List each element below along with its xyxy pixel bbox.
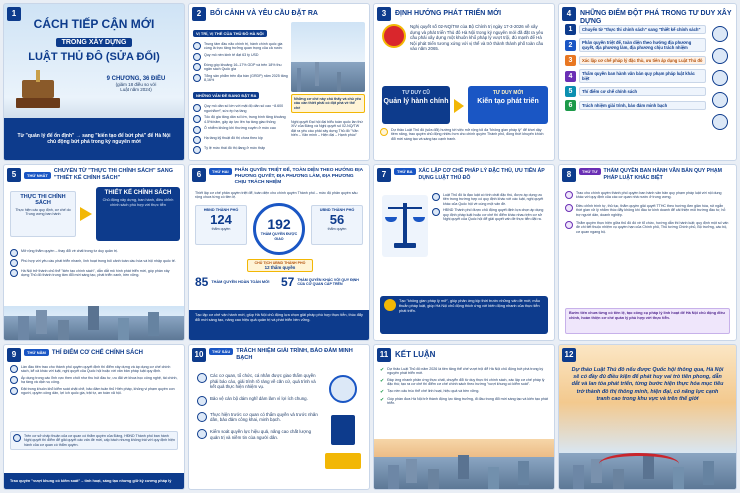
- panel-number: 10: [192, 348, 206, 362]
- list-item: Các cơ quan, tổ chức, cá nhân được giao thẩm quyền phải báo cáo, giải trình rõ ràng về căn cứ, quá trình và kết quả thực hiện nhiệm vụ.: [197, 373, 319, 390]
- procedure-icon: [565, 204, 573, 212]
- list-item: Luật Thủ đô là đạo luật có tính chất đặc thù, được áp dụng ưu tiên trong trường hợp có quy định khác với các luật, nghị quyết khác của Quốc hội về cùng một vấn đề.: [432, 193, 548, 206]
- accountability-illustration: [323, 375, 363, 475]
- flask-icon: [10, 365, 18, 373]
- arrow-right-icon: [454, 99, 464, 113]
- bridge-icon: [599, 453, 679, 475]
- list-item: Trao cho chính quyền thành phố quyền ban hành văn bản quy phạm pháp luật với nội dung khác với quy định của các cơ quan nhà nước ở trung ương.: [565, 191, 730, 200]
- emblem-icon: [382, 24, 406, 48]
- expand-icon: [10, 249, 18, 257]
- shield-icon: [10, 387, 18, 395]
- list-item: Quy mô dân số lớn với mật độ dân số cao ~8.600 người/km², sức ép hạ tầng: [193, 104, 289, 113]
- list-item: ✔ Tạo nền cấu trúc thể chế linh hoạt, hiệu quả và bền vững.: [380, 388, 480, 395]
- pipe-icon: [193, 136, 201, 144]
- panel-10-sixth: [188, 344, 370, 490]
- note-box: Nghị quyết Đại hội đại biểu toàn quốc lần thứ XIV của Đảng và Nghị quyết số 02-NQ/TW đặt ra yêu cầu phải xây dựng Thủ đô "Văn hiến – Văn minh – Hiện đại – Hạnh phúc": [291, 120, 363, 138]
- panel-number: 1: [7, 7, 21, 21]
- total-circle: 192 THẨM QUYỀN ĐƯỢC GIAO: [253, 203, 305, 255]
- arrow-right-icon: [80, 207, 92, 221]
- title-line-2: TRONG XÂY DỰNG: [56, 38, 133, 47]
- panel-6-header: THỨ HAI PHÂN QUYỀN TRIỆT ĐỂ, TOÀN DIỆN THEO HƯỚNG ĐỊA PHƯƠNG QUYẾT, ĐỊA PHƯƠNG LÀM, ĐỊA PHƯƠNG CHỊU TRÁCH NHIỆM: [209, 168, 365, 186]
- check-icon: ✔: [380, 388, 385, 395]
- document-icon: [712, 70, 728, 86]
- panel-2-context: [188, 3, 370, 161]
- panel-5-header: THỨ NHẤT CHUYỂN TỪ "THỰC THI CHÍNH SÁCH" SANG "THIẾT KẾ CHÍNH SÁCH": [24, 168, 180, 182]
- document-icon: [565, 191, 573, 199]
- city-image: [374, 439, 554, 489]
- check-icon: ✔: [380, 367, 385, 373]
- title-line-3: LUẬT THỦ ĐÔ (SỬA ĐỔI): [28, 51, 160, 63]
- idea-icon: [384, 299, 396, 311]
- coin-icon: [193, 53, 201, 61]
- panel-4-title: NHỮNG ĐIỂM ĐỘT PHÁ TRONG TƯ DUY XÂY DỰNG: [580, 10, 732, 25]
- panel-number: 8: [562, 168, 576, 182]
- council-icon: [432, 208, 440, 216]
- growth-icon: [193, 74, 201, 82]
- scale-icon: [712, 48, 728, 64]
- list-item: Tốc độ gia tăng dân số lớn, trung bình tăng khoảng 4.5%/năm, gây áp lực lên hạ tầng giao thông: [193, 115, 289, 124]
- list-item: Thẩm quyền thực hiện giữa thủ đô đó về tổ chức, hướng dẫn thi hành luật; quy định một số vấn đề chi tiết thuộc nhiệm vụ quyền hạn của Chính phủ, Thủ tướng Chính phủ, Bộ trưởng, các bộ, cơ quan ngang bộ.: [565, 221, 730, 234]
- traffic-icon: [193, 115, 201, 123]
- panel-7-third: [373, 164, 555, 341]
- panel-number: 3: [377, 7, 391, 21]
- panel-1-intro: [3, 3, 185, 161]
- panel-number: 7: [377, 168, 391, 182]
- globe-icon: [10, 259, 18, 267]
- policy-icon: [712, 26, 728, 42]
- stamp-icon: [13, 434, 21, 442]
- panel-number: 6: [192, 168, 206, 182]
- list-item: 3 Xác lập cơ chế pháp lý đặc thù, ưu tiên áp dụng Luật Thủ đô: [565, 55, 706, 66]
- chairman-box: CHỦ TỊCH UBND THÀNH PHỐ 12 thẩm quyền: [247, 259, 313, 272]
- list-item: HĐND Thành phố được chủ động quyết định lựa chọn áp dụng quy định pháp luật hoặc cơ chế thí điểm khác nhau trên cơ sở Nghị quyết của Quốc hội để giải quyết vấn đề thực tiễn đặt ra.: [432, 208, 548, 221]
- list-item: Quy mô nền kinh tế đạt 63 tỷ USD: [193, 53, 289, 61]
- list-item: Tổng sản phẩm trên địa bàn (GRDP) năm 2025 tăng 8,16%: [193, 74, 289, 83]
- new-mindset-box: TƯ DUY MỚI Kiến tạo phát triển: [468, 86, 548, 124]
- gavel-icon: [565, 221, 573, 229]
- panel-8-fourth: [558, 164, 737, 341]
- panel-3-direction: [373, 3, 555, 161]
- report-icon: [197, 373, 207, 383]
- smog-icon: [193, 126, 201, 134]
- list-item: Áp dụng trong các lĩnh vực then chốt như thu hút đầu tư, ưu đãi về khoa học công nghệ, tài chính, hạ tầng và dịch vụ công.: [10, 376, 178, 385]
- list-item: Thực hiện trước cơ quan có thẩm quyền và trước nhân dân, bảo đảm công khai, minh bạch.: [197, 412, 319, 423]
- investment-icon: [10, 376, 18, 384]
- city-image: [4, 306, 184, 340]
- list-item: 1 Chuyển từ "thực thi chính sách" sang "thiết kế chính sách": [565, 24, 706, 35]
- law-book-icon: [12, 70, 64, 110]
- list-item: Ô nhiễm không khí thường xuyên ở mức cao: [193, 126, 289, 134]
- scale-icon: [382, 195, 428, 257]
- magnifier-icon: [197, 429, 207, 439]
- tree-icon: [193, 146, 201, 154]
- panel-number: 9: [7, 348, 21, 362]
- list-item: ✔ Góp phần đưa Hà Nội trở thành động lực tăng trưởng, đi đầu trong đổi mới sáng tạo và kiến tạo phát triển.: [380, 396, 548, 406]
- panel-4-breakthroughs: [558, 3, 737, 161]
- stats-sub-1: (giảm 18 điều so với: [115, 82, 157, 87]
- city-image: [291, 22, 365, 92]
- section-position: VỊ TRÍ, VỊ THẾ CỦA THỦ ĐÔ HÀ NỘI: [193, 30, 267, 37]
- panel-number: 5: [7, 168, 21, 182]
- flask-icon: [712, 92, 728, 108]
- list-item: 4 Thẩm quyền ban hành văn bản quy phạm pháp luật khác biệt: [565, 69, 706, 83]
- panel-number: 12: [562, 348, 576, 362]
- bottom-bar: Tạo "không gian pháp lý mở", giúp phản ứng kịp thời trước những vấn đề mới, mẫu thuẫn pháp luật, giúp Hà Nội chủ động thích ứng với biến động nhanh của thực tiễn phát triển.: [380, 296, 548, 334]
- panel-9-fifth: [3, 344, 185, 490]
- shield-icon: [712, 114, 728, 130]
- panel-number: 2: [192, 7, 206, 21]
- stats-sub-2: Luật năm 2024): [120, 87, 152, 92]
- list-item: ✔ Dự thảo Luật Thủ đô năm 2026 là tiền tăng thể chế vượt trội để Hà Nội chủ động bứt phá trong kỷ nguyên phát triển mới.: [380, 367, 544, 376]
- panel-10-header: THỨ SÁU TRÁCH NHIỆM GIẢI TRÌNH, BẢO ĐẢM MINH BẠCH: [209, 348, 365, 362]
- panel-number: 11: [377, 348, 391, 362]
- design-box: THIẾT KẾ CHÍNH SÁCH Chủ động xây dựng, ban hành, điều chỉnh chính sách phù hợp với thực tiễn: [96, 187, 180, 241]
- bottom-bar: Tạo lập cơ chế vận hành mới, giúp Hà Nội chủ động lựa chọn giải pháp phù hợp thực tiễn, thúc đẩy đổi mới sáng tạo, nâng cao hiệu quả quản trị và phát triển bền vững.: [189, 310, 369, 340]
- old-mindset-box: TƯ DUY CŨ Quản lý hành chính: [382, 86, 450, 124]
- new-powers-stat: 85 THẨM QUYỀN HOÀN TOÀN MỚI: [195, 275, 270, 289]
- intro-text: Nghị quyết số 02-NQ/TW của Bộ Chính trị ngày 17-3-2026 về xây dựng và phát triển Thủ đô Hà Nội trong kỷ nguyên mới đã đặt ra yêu cầu phải xây dựng một khuôn khổ pháp lý vượt trội, đủ mạnh để Hà Nội phát triển tương xứng với vị thế và trở thành thành phố toàn cầu vào năm 2065.: [410, 24, 544, 52]
- callout-box: Những cơ chế này chủ thẩy và chủ yêu cầu cần thiết phải có đột phá về thể chế: [291, 94, 365, 113]
- list-item: 2 Phân quyền triệt để, toàn diện theo hướng địa phương quyết, địa phương làm, địa phương chịu trách nhiệm: [565, 38, 706, 52]
- list-item: Kiểm soát quyền lực hiệu quả, nâng cao chất lượng quản trị và niềm tin của người dân.: [197, 429, 319, 440]
- different-powers-stat: 57 THẨM QUYỀN KHÁC VỚI QUY ĐỊNH CỦA CƠ QUAN CẤP TRÊN: [281, 275, 359, 289]
- bottom-note: Dự thảo Luật Thủ đô (sửa đổi) hướng tới việc mở rộng tối đa "không gian pháp lý" để khơi dậy tiềm năng, trao quyền chủ động nhiều hơn cho chính quyền Thành phố, đồng thời khuyến khích đổi mới sáng tạo và sáng tạo cạnh tranh.: [380, 128, 548, 141]
- people-icon: [193, 104, 201, 112]
- protect-icon: [197, 396, 207, 406]
- panel-12-vision: [558, 344, 737, 490]
- panel-9-header: THỨ NĂM THÍ ĐIỂM CƠ CHẾ CHÍNH SÁCH: [24, 349, 180, 356]
- list-item: Hà Nội trở thành chủ thể "kiến tạo chính sách", dẫn dắt mô hình phát triển mới, góp phần xây dựng Thủ đô thành trung tâm đổi mới sáng tạo, phát triển xanh, bền vững.: [10, 269, 178, 278]
- idea-icon: [380, 128, 388, 136]
- panel-6-second: [188, 164, 370, 341]
- panel-5-first: [3, 164, 185, 341]
- list-item: Lần đầu tiên trao cho thành phố quyền quyết định thí điểm xây dựng và áp dụng cơ chế chính sách, kể cả khác với luật, nghị quyết của Quốc hội hoặc với văn bản pháp luật quy định.: [10, 365, 178, 374]
- panel-number: 4: [562, 7, 576, 21]
- list-item: 6 Trách nhiệm giải trình, bảo đảm minh bạch: [565, 100, 706, 111]
- check-icon: ✔: [380, 396, 385, 403]
- stats-main: 9 CHƯƠNG, 36 ĐIỀU: [106, 76, 166, 82]
- stats-box: [96, 76, 176, 92]
- quote-bar: [4, 118, 184, 160]
- title-line-1: CÁCH TIẾP CẬN MỚI: [33, 17, 155, 31]
- list-item: 5 Thí điểm cơ chế chính sách: [565, 86, 706, 97]
- quote-text: Từ "quản lý để ổn định" → sang "kiến tạo để bứt phá" để Hà Nội chủ động bứt phá trong kỷ nguyên mới: [17, 132, 171, 145]
- list-item: Mở rộng thẩm quyền – thay đổi về chất trong tư duy quản trị.: [10, 249, 178, 257]
- list-item: Đóng góp khoảng 16–17% GDP và trên 18% thu ngân sách Quốc gia: [193, 63, 289, 72]
- panel-8-header: THỨ TƯ THẨM QUYỀN BAN HÀNH VĂN BẢN QUY PHẠM PHÁP LUẬT KHÁC BIỆT: [579, 168, 732, 181]
- list-item: Hạ tầng kỹ thuật đô thị chưa theo kịp: [193, 136, 289, 144]
- list-item: Điều chỉnh trình tự, thủ tục, thẩm quyền giải quyết TTHC theo hướng đơn giản hóa, rút ngắn thời gian xử lý nhằm thúc đẩy không khí đầu tư kinh doanh để cải thiện môi trường đầu tư, hỗ trợ người dân, doanh nghiệp.: [565, 204, 730, 217]
- city-icon: [10, 269, 18, 277]
- panel-7-header: THỨ BA XÁC LẬP CƠ CHẾ PHÁP LÝ ĐẶC THÙ, ƯU TIÊN ÁP DỤNG LUẬT THỦ ĐÔ: [394, 168, 550, 181]
- section-issues: NHỮNG VẤN ĐỀ ĐANG ĐẶT RA: [193, 92, 259, 99]
- hdnd-box: HĐND THÀNH PHỐ 124 thẩm quyền: [195, 205, 247, 245]
- panel-3-title: ĐỊNH HƯỚNG PHÁT TRIỂN MỚI: [395, 10, 502, 17]
- check-icon: ✔: [380, 377, 385, 384]
- list-item: Bảo vệ cán bộ dám nghĩ dám làm vì lợi ích chung.: [197, 396, 319, 406]
- bottom-note: Bước tiến chưa từng có tiền lệ, tạo công cụ pháp lý linh hoạt để Hà Nội chủ động điều chỉnh, hoàn thiện cơ chế quản lý phù hợp với thực tiễn.: [565, 308, 730, 334]
- approval-box: Trên cơ sở chấp thuận của cơ quan có thẩm quyền của Đảng, HĐND Thành phố ban hành Nghị quyết thí điểm để giải quyết các vấn đề mới, cấp bách nhưng không trái với quy định hiện hành của cơ quan có thẩm quyền.: [10, 431, 178, 450]
- execute-box: THỰC THI CHÍNH SÁCH Thực hiện các quy định, cơ chế do Trung ương ban hành: [10, 191, 76, 237]
- list-item: Đặt trong khuôn khổ kiểm soát chặt chẽ, bảo đảm tuân thủ Hiến pháp, không vi phạm quyền con người, quyền công dân, lợi ích quốc gia, trật tự, an toàn xã hội.: [10, 387, 178, 396]
- ubnd-box: UBND THÀNH PHỐ 56 thẩm quyền: [311, 205, 363, 245]
- check-icon: [432, 193, 440, 201]
- bottom-bar: Trao quyền "vượt khung có kiểm soát" – tính hoạt, sáng tạo nhưng giữ kỷ cương pháp lý: [4, 473, 184, 489]
- intro-text: Thiết lập cơ chế phân quyền triệt để, toàn diện cho chính quyền Thành phố – mức độ phân quyền sâu rộng chưa từng có tiền lệ.: [195, 191, 358, 200]
- vision-quote: Dự thảo Luật Thủ đô nếu được Quốc hội thông qua, Hà Nội sẽ có đầy đủ điều kiện để phát huy vai trò tiên phong, dẫn dắt và lan tỏa phát triển, từng bước hiện thực hóa mục tiêu trở thành đô thị thông minh, hiện đại, có năng lực cạnh tranh cao trong khu vực và trên thế giới: [571, 367, 724, 402]
- building-icon: [193, 42, 201, 50]
- panel-2-title: BỐI CẢNH VÀ YÊU CẦU ĐẶT RA: [210, 10, 318, 17]
- chart-icon: [193, 63, 201, 71]
- list-item: Tỷ lệ mức thái đô thị đang ở mức thấp: [193, 146, 289, 154]
- panel-1-title: [16, 18, 172, 64]
- panel-11-title: KẾT LUẬN: [395, 350, 436, 359]
- list-item: ✔ Đáp ứng nhanh phản ứng thực chất, chuyển đổi từ duy thực thi chính sách, xác lập cơ chế pháp lý đặc thù; tạo ra cơ chế thí điểm cơ chế chính sách theo hướng "vượt khung có kiểm soát".: [380, 377, 545, 387]
- people-icon: [197, 412, 207, 422]
- list-item: Phù hợp với yêu cầu phát triển nhanh, linh hoạt trong bối cảnh toàn cầu hóa và hội nhập quốc tế.: [10, 259, 178, 267]
- panel-11-conclusion: [373, 344, 555, 490]
- list-item: Trung tâm đầu não chính trị, hành chính quốc gia cùng là trực tăng trưởng quan trọng của cả nước: [193, 42, 289, 51]
